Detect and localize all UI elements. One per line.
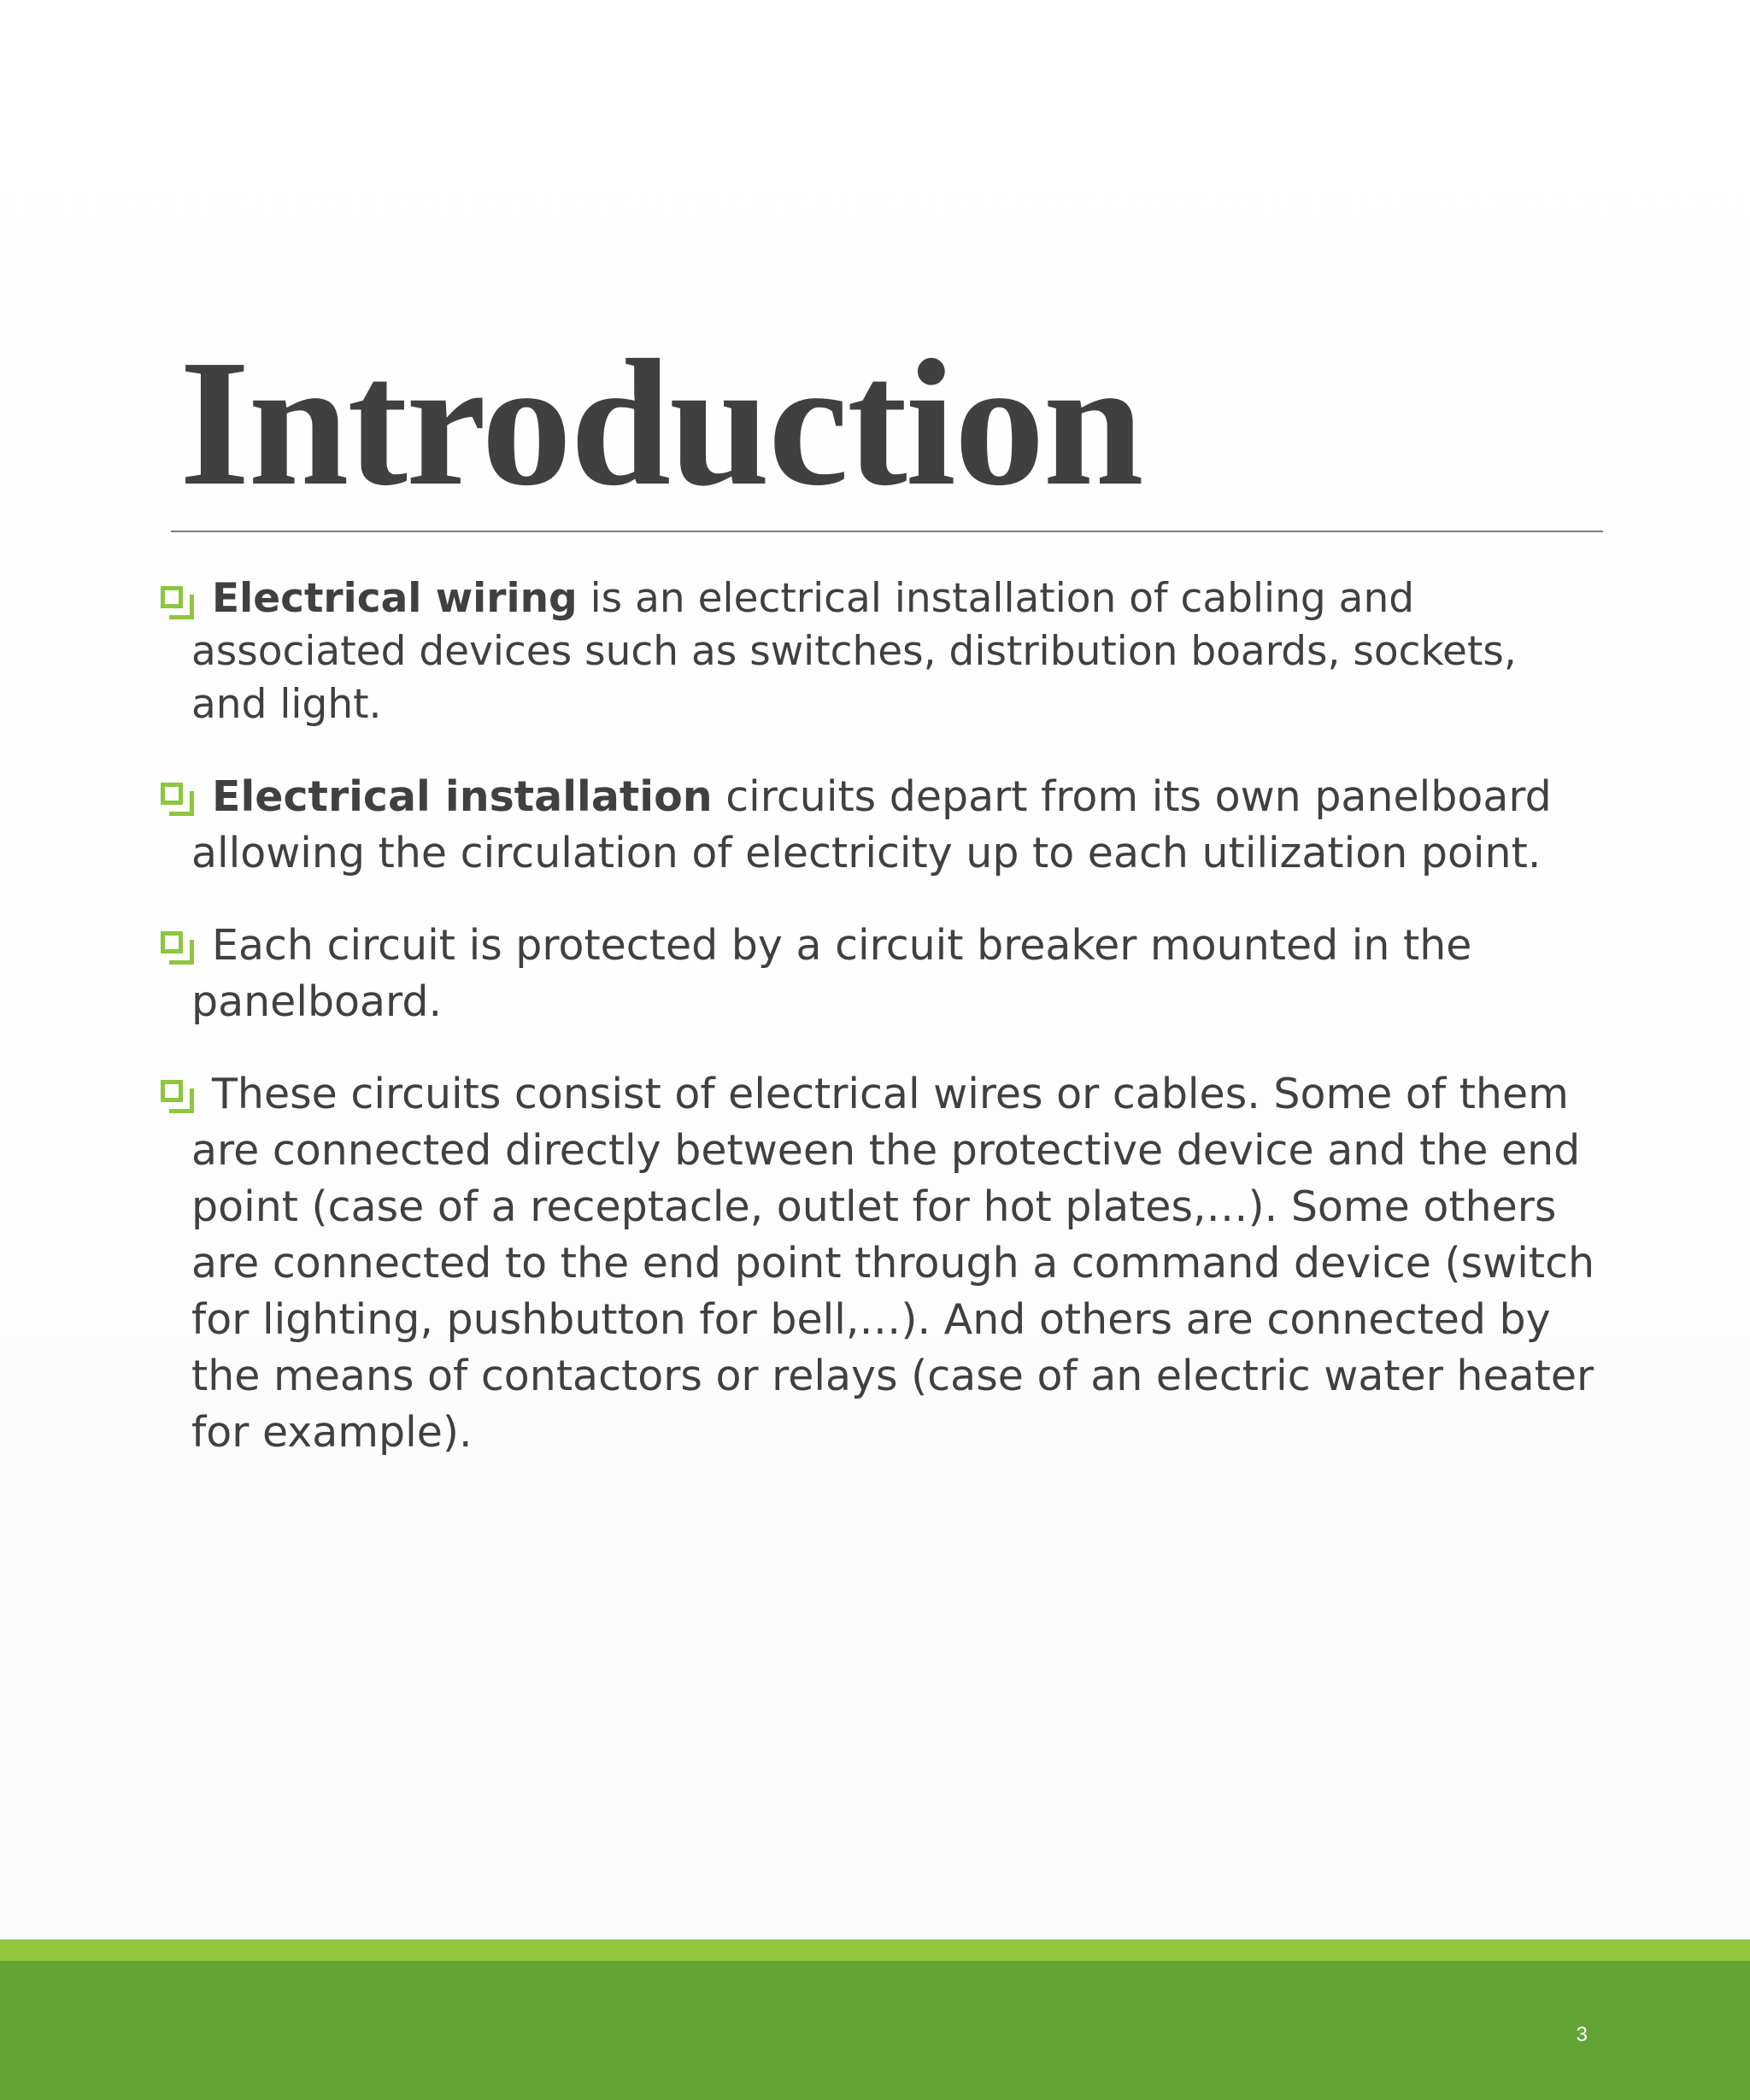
bullet-bold-term: Electrical wiring — [212, 575, 578, 622]
checkbox-bullet-icon — [161, 1080, 183, 1102]
bullet-list — [159, 572, 1603, 1461]
bullet-text — [176, 1066, 1603, 1461]
bullet-item — [159, 918, 1603, 1030]
bullet-bold-term: Electrical installation — [212, 772, 713, 821]
bullet-item — [159, 572, 1603, 731]
bullet-body: is an electrical installation of cabling and associated devices such as switches, distribution boards, sockets, and light. — [191, 575, 1517, 728]
page-number: 3 — [1576, 2023, 1588, 2046]
bullet-text — [176, 572, 1603, 731]
footer-band — [0, 1961, 1750, 2100]
title-divider — [171, 531, 1603, 532]
bullet-text — [176, 918, 1603, 1030]
bullet-body: circuits depart from its own panelboard allowing the circulation of electricity up to each utilization point. — [191, 772, 1552, 877]
bullet-item — [159, 769, 1603, 882]
slide-title: Introduction — [179, 322, 1142, 523]
footer-accent-band — [0, 1939, 1750, 1961]
bullet-text — [176, 769, 1603, 882]
checkbox-bullet-icon — [161, 586, 183, 608]
bullet-body: Each circuit is protected by a circuit breaker mounted in the panelboard. — [191, 921, 1472, 1026]
bullet-item — [159, 1066, 1603, 1461]
checkbox-bullet-icon — [161, 783, 183, 805]
checkbox-bullet-icon — [161, 931, 183, 953]
bullet-body: These circuits consist of electrical wires or cables. Some of them are connected directly between the protective device and the end point (case of a receptacle, outlet for hot plates,…). Some others are connected to the end point through a command device (switch for lighting, pushbutton for bell,…). And others are connected by the means of contactors or relays (case of an electric water heater for example). — [191, 1070, 1595, 1457]
